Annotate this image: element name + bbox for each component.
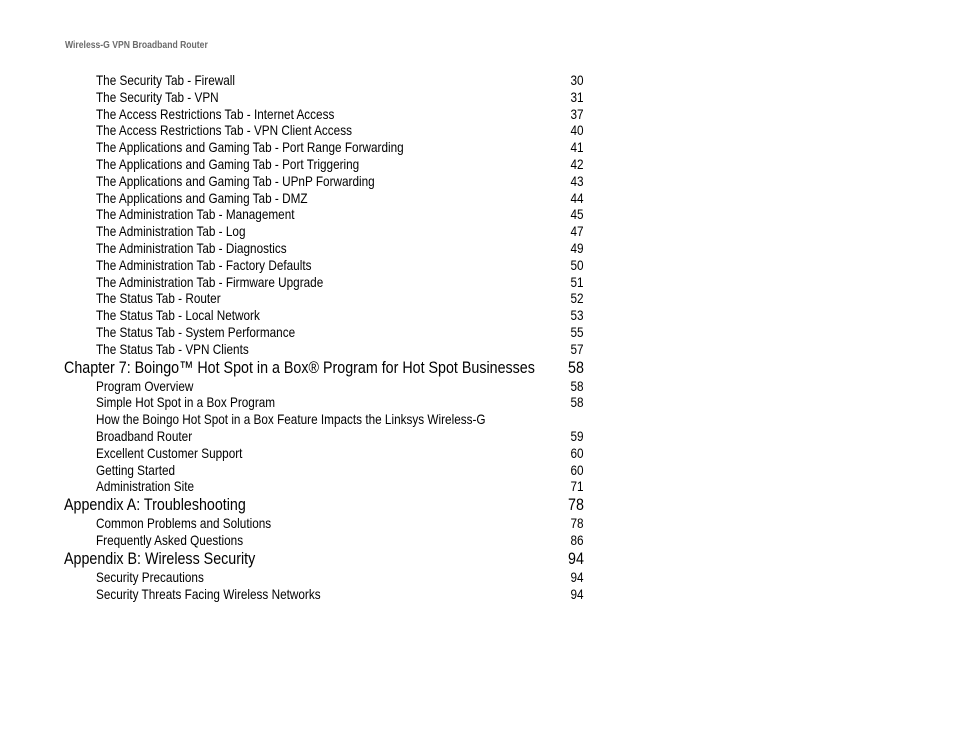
toc-entry-page: 57 <box>570 340 584 357</box>
toc-entry[interactable] <box>0 257 954 274</box>
toc-entry-title: The Security Tab - Firewall <box>96 72 235 88</box>
toc-entry[interactable] <box>0 569 954 586</box>
toc-entry-page: 43 <box>570 172 584 189</box>
toc-chapter-page: 94 <box>568 548 584 568</box>
table-of-contents <box>0 72 954 602</box>
toc-entry-title: The Applications and Gaming Tab - DMZ <box>96 189 308 206</box>
running-header: Wireless-G VPN Broadband Router <box>65 40 208 51</box>
toc-entry[interactable] <box>0 290 954 307</box>
toc-entry[interactable] <box>0 462 954 479</box>
toc-entry-page: 44 <box>570 189 584 206</box>
toc-entry[interactable] <box>0 307 954 324</box>
toc-entry-title: Program Overview <box>96 377 194 394</box>
toc-entry-title: Frequently Asked Questions <box>96 531 244 548</box>
toc-entry-title: The Status Tab - System Performance <box>96 323 296 340</box>
toc-entry-page: 52 <box>570 290 584 307</box>
toc-entry-page: 30 <box>570 72 584 88</box>
toc-entry-page: 45 <box>570 206 584 223</box>
toc-entry[interactable] <box>0 240 954 257</box>
toc-entry[interactable] <box>0 139 954 156</box>
toc-entry-title: Security Threats Facing Wireless Networks <box>96 585 321 602</box>
toc-entry-title: The Applications and Gaming Tab - Port Range Forwarding <box>96 139 404 156</box>
toc-entry[interactable] <box>0 156 954 173</box>
toc-entry-title: Common Problems and Solutions <box>96 515 272 532</box>
toc-entry-page: 60 <box>570 444 584 461</box>
toc-entry[interactable] <box>0 106 954 123</box>
toc-entry-title: Excellent Customer Support <box>96 444 243 461</box>
toc-entry[interactable] <box>0 122 954 139</box>
toc-entry[interactable] <box>0 324 954 341</box>
toc-entry-title: Simple Hot Spot in a Box Program <box>96 394 276 411</box>
toc-entry[interactable] <box>0 72 954 89</box>
toc-entry[interactable] <box>0 173 954 190</box>
toc-entry[interactable] <box>0 378 954 395</box>
toc-entry-page: 55 <box>570 323 584 340</box>
toc-chapter-page: 78 <box>568 495 584 515</box>
toc-entry-title: The Administration Tab - Diagnostics <box>96 239 287 256</box>
toc-entry-title: The Security Tab - VPN <box>96 88 219 105</box>
toc-entry-page: 86 <box>570 531 584 548</box>
toc-entry-title: The Access Restrictions Tab - VPN Client Access <box>96 122 352 139</box>
toc-chapter-title: Appendix A: Troubleshooting <box>64 495 246 515</box>
toc-entry[interactable] <box>0 206 954 223</box>
toc-entry-page: 53 <box>570 307 584 324</box>
toc-chapter-title: Appendix B: Wireless Security <box>64 548 256 568</box>
toc-entry[interactable] <box>0 515 954 532</box>
toc-entry-page: 49 <box>570 239 584 256</box>
toc-entry-title: The Status Tab - Router <box>96 290 221 307</box>
toc-entry-title: The Status Tab - VPN Clients <box>96 340 249 357</box>
toc-entry-page: 94 <box>570 568 584 585</box>
toc-entry-page: 71 <box>570 478 584 495</box>
toc-entry-title: The Administration Tab - Factory Defaults <box>96 256 312 273</box>
toc-entry-title: The Administration Tab - Log <box>96 223 246 240</box>
toc-entry-page: 78 <box>570 515 584 532</box>
toc-chapter-page: 58 <box>568 357 584 377</box>
toc-entry-page: 47 <box>570 223 584 240</box>
toc-entry-page: 51 <box>570 273 584 290</box>
toc-entry-title: The Applications and Gaming Tab - UPnP Forwarding <box>96 172 375 189</box>
toc-entry-page: 50 <box>570 256 584 273</box>
toc-entry-page: 41 <box>570 139 584 156</box>
toc-entry-title: The Administration Tab - Firmware Upgrade <box>96 273 324 290</box>
toc-entry-page: 59 <box>570 427 584 444</box>
toc-entry-title: The Status Tab - Local Network <box>96 307 260 324</box>
toc-entry[interactable] <box>0 190 954 207</box>
toc-entry[interactable] <box>0 89 954 106</box>
toc-entry-page: 37 <box>570 105 584 122</box>
toc-entry[interactable] <box>0 341 954 358</box>
toc-chapter-entry[interactable] <box>0 358 954 378</box>
toc-entry[interactable] <box>0 478 954 495</box>
toc-entry-title: Getting Started <box>96 461 176 478</box>
toc-entry-page: 31 <box>570 88 584 105</box>
toc-entry-title: Administration Site <box>96 478 195 495</box>
toc-entry-title: How the Boingo Hot Spot in a Box Feature Impacts the Linksys Wireless-G Broadband Router <box>96 411 486 444</box>
toc-entry-title: The Administration Tab - Management <box>96 206 295 223</box>
toc-entry-page: 94 <box>570 585 584 602</box>
toc-entry-title: The Applications and Gaming Tab - Port Triggering <box>96 155 360 172</box>
toc-entry-title: The Access Restrictions Tab - Internet Access <box>96 105 335 122</box>
toc-chapter-entry[interactable] <box>0 549 954 569</box>
toc-entry[interactable] <box>0 586 954 603</box>
toc-entry[interactable] <box>0 411 954 445</box>
toc-entry[interactable] <box>0 274 954 291</box>
toc-chapter-entry[interactable] <box>0 495 954 515</box>
toc-entry-page: 40 <box>570 122 584 139</box>
toc-chapter-title: Chapter 7: Boingo™ Hot Spot in a Box® Program for Hot Spot Businesses <box>64 357 535 377</box>
toc-entry[interactable] <box>0 394 954 411</box>
toc-entry-page: 58 <box>570 377 584 394</box>
toc-entry[interactable] <box>0 223 954 240</box>
toc-entry-page: 42 <box>570 155 584 172</box>
toc-entry-page: 60 <box>570 461 584 478</box>
toc-entry[interactable] <box>0 532 954 549</box>
toc-entry[interactable] <box>0 445 954 462</box>
toc-entry-page: 58 <box>570 394 584 411</box>
toc-entry-title: Security Precautions <box>96 568 204 585</box>
